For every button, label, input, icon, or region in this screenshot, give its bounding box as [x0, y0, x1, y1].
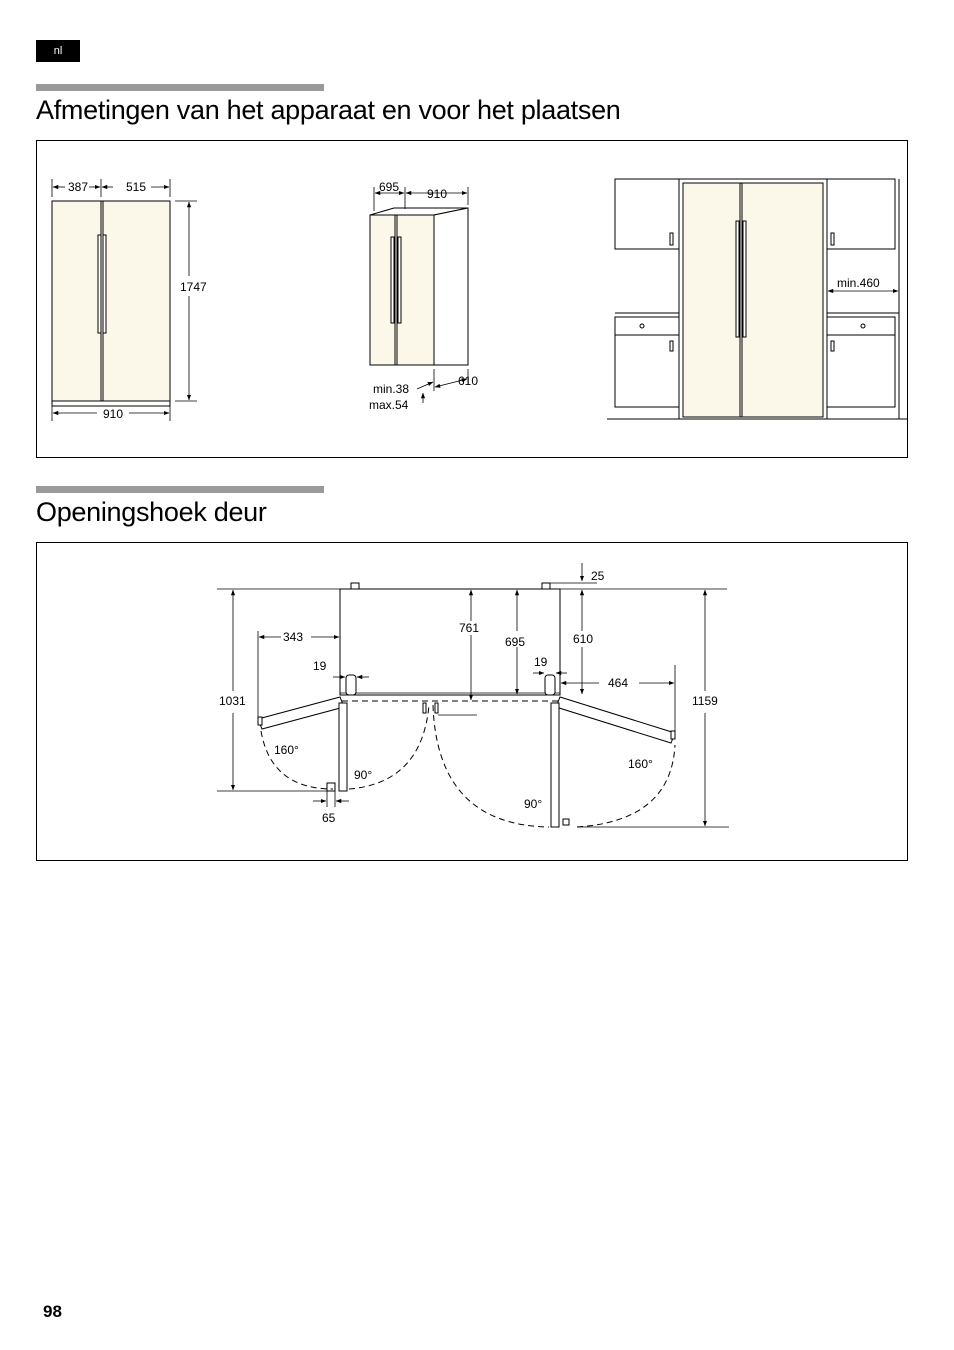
- dim-perspective-gap-max: max.54: [369, 398, 409, 412]
- dim-center-depth: 761: [459, 621, 480, 635]
- angle-right-160: 160°: [628, 757, 653, 771]
- right-door-160: [556, 697, 675, 743]
- section-rule-door-angle: [36, 486, 324, 493]
- dim-front-height: 1747: [180, 280, 207, 294]
- left-swing-arc: [261, 731, 333, 789]
- right-upper-cabinet: [827, 179, 895, 249]
- front-view: [52, 179, 207, 421]
- dim-depth-695: 695: [505, 635, 526, 649]
- left-door-90: [339, 703, 347, 791]
- installation-view: [607, 179, 908, 419]
- door-angle-drawing: [37, 543, 908, 860]
- dim-right-door-swing: 464: [608, 676, 629, 690]
- right-handle: [103, 235, 106, 333]
- right-door-90: [551, 703, 559, 827]
- left-door-160: [258, 697, 344, 729]
- fridge-plan-body: [340, 589, 560, 695]
- dim-right-hinge-gap: 19: [534, 655, 548, 669]
- dim-depth-610: 610: [573, 632, 594, 646]
- dim-left-door-swing: 343: [283, 630, 304, 644]
- installed-fridge: [683, 183, 823, 417]
- dim-front-left-width: 387: [68, 180, 89, 194]
- fridge-perspective-front: [370, 215, 434, 365]
- left-upper-cabinet: [615, 179, 679, 249]
- dim-perspective-top-depth: 910: [427, 187, 448, 201]
- language-tag: nl: [36, 40, 80, 62]
- dim-left-bottom: 65: [322, 811, 336, 825]
- dim-perspective-gap-min: min.38: [373, 382, 410, 396]
- dim-perspective-top-width: 695: [379, 180, 400, 194]
- section-title-dimensions: Afmetingen van het apparaat en voor het plaatsen: [36, 95, 621, 125]
- section-title-door-angle: Openingshoek deur: [36, 497, 267, 527]
- perspective-view: [369, 180, 478, 412]
- dim-top-offset: 25: [591, 569, 605, 583]
- angle-left-90: 90°: [354, 768, 373, 782]
- dim-front-total-width: 910: [103, 407, 124, 421]
- door-angle-figure: [36, 542, 908, 861]
- angle-left-160: 160°: [274, 743, 299, 757]
- dim-perspective-depth: 610: [458, 374, 479, 388]
- dim-installation-clearance: min.460: [837, 276, 880, 290]
- dim-left-total: 1031: [219, 694, 246, 708]
- section-rule-dimensions: [36, 84, 324, 91]
- dim-front-right-width: 515: [126, 180, 147, 194]
- dimensions-figure: [36, 140, 908, 458]
- dimensions-drawing: [37, 141, 908, 457]
- fridge-front-body: [52, 201, 170, 401]
- page-number: 98: [43, 1302, 62, 1321]
- left-handle: [98, 235, 101, 333]
- dim-right-total: 1159: [692, 694, 718, 708]
- angle-right-90: 90°: [524, 797, 543, 811]
- dim-left-hinge-gap: 19: [313, 659, 327, 673]
